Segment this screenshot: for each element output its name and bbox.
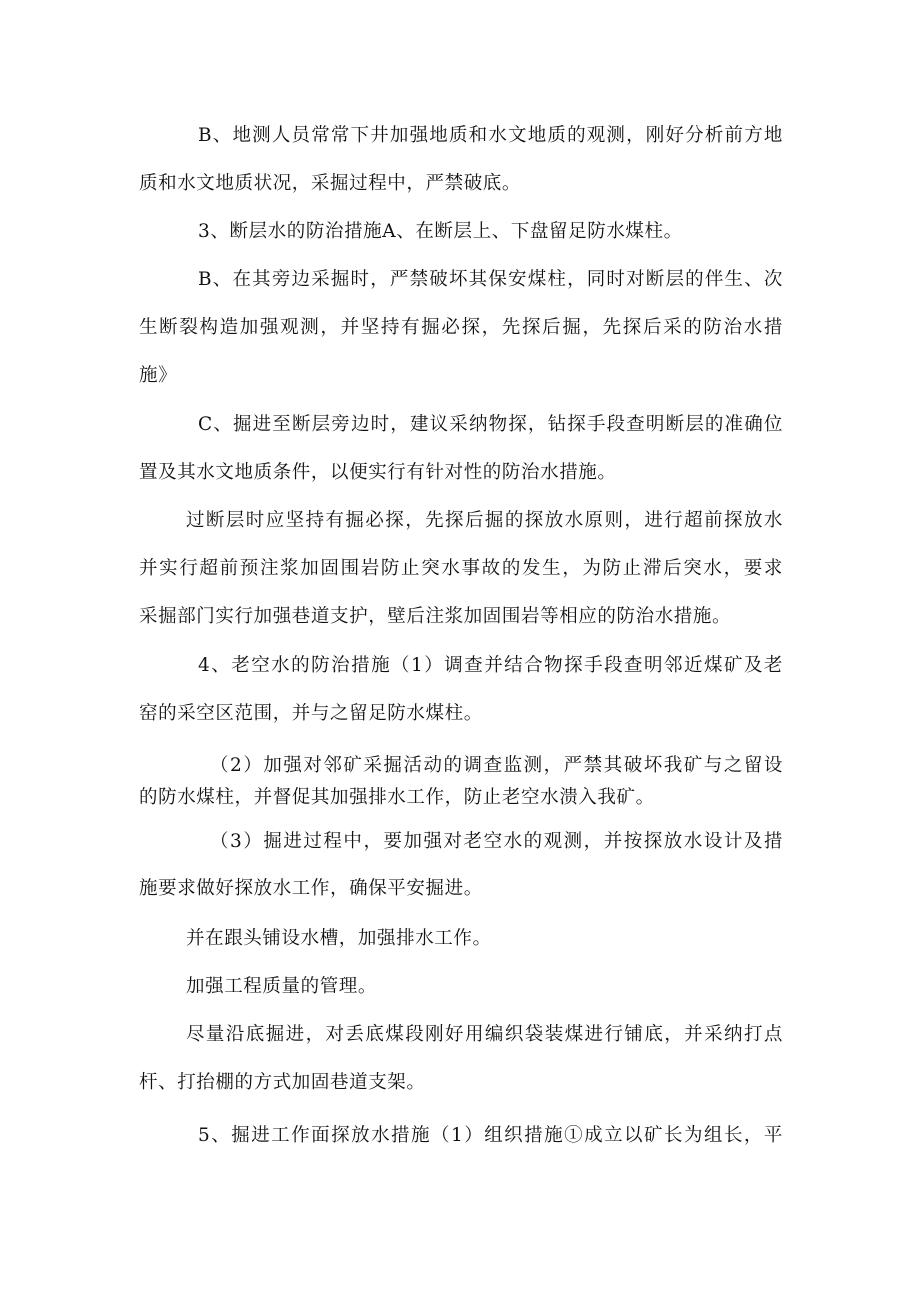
text-line: 的防水煤柱，并督促其加强排水工作，防止老空水溃入我矿。 (139, 787, 655, 808)
text-line: 5、掘进工作面探放水措施（1）组织措施①成立以矿长为组长，平 (198, 1125, 783, 1146)
text-line: 加强工程质量的管理。 (186, 976, 378, 997)
text-line: 并实行超前预注浆加固围岩防止突水事故的发生，为防止滞后突水，要求 (139, 558, 783, 579)
text-line: 3、断层水的防治措施A、在断层上、下盘留足防水煤柱。 (198, 221, 683, 242)
text-line: C、掘进至断层旁边时，建议采纳物探，钻探手段查明断层的准确位 (198, 414, 783, 435)
text-line: B、在其旁边采掘时，严禁破坏其保安煤柱，同时对断层的伴生、次 (198, 269, 783, 290)
text-line: 施要求做好探放水工作，确保平安掘进。 (139, 878, 483, 899)
text-line: 质和水文地质状况，采掘过程中，严禁破底。 (139, 173, 522, 194)
text-line: 过断层时应坚持有掘必探，先探后掘的探放水原则，进行超前探放水 (186, 510, 783, 531)
text-line: 采掘部门实行加强巷道支护，壁后注浆加固围岩等相应的防治水措施。 (139, 606, 732, 627)
text-line: 生断裂构造加强观测，并坚持有掘必探，先探后掘，先探后采的防治水措 (139, 317, 783, 338)
text-line: （3）掘进过程中，要加强对老空水的观测，并按探放水设计及措 (210, 831, 783, 852)
text-line: B、地测人员常常下井加强地质和水文地质的观测，刚好分析前方地 (198, 125, 783, 146)
text-line: 尽量沿底掘进，对丢底煤段刚好用编织袋装煤进行铺底，并采纳打点 (186, 1024, 783, 1045)
text-line: （2）加强对邻矿采掘活动的调查监测，严禁其破坏我矿与之留设 (210, 755, 783, 776)
text-line: 施》 (139, 365, 178, 386)
text-line: 4、老空水的防治措施（1）调查并结合物探手段查明邻近煤矿及老 (198, 655, 783, 676)
text-line: 并在跟头铺设水槽，加强排水工作。 (186, 928, 492, 949)
text-line: 杆、打抬棚的方式加固巷道支架。 (139, 1072, 426, 1093)
text-line: 窑的采空区范围，并与之留足防水煤柱。 (139, 703, 483, 724)
text-line: 置及其水文地质条件，以便实行有针对性的防治水措施。 (139, 462, 617, 483)
